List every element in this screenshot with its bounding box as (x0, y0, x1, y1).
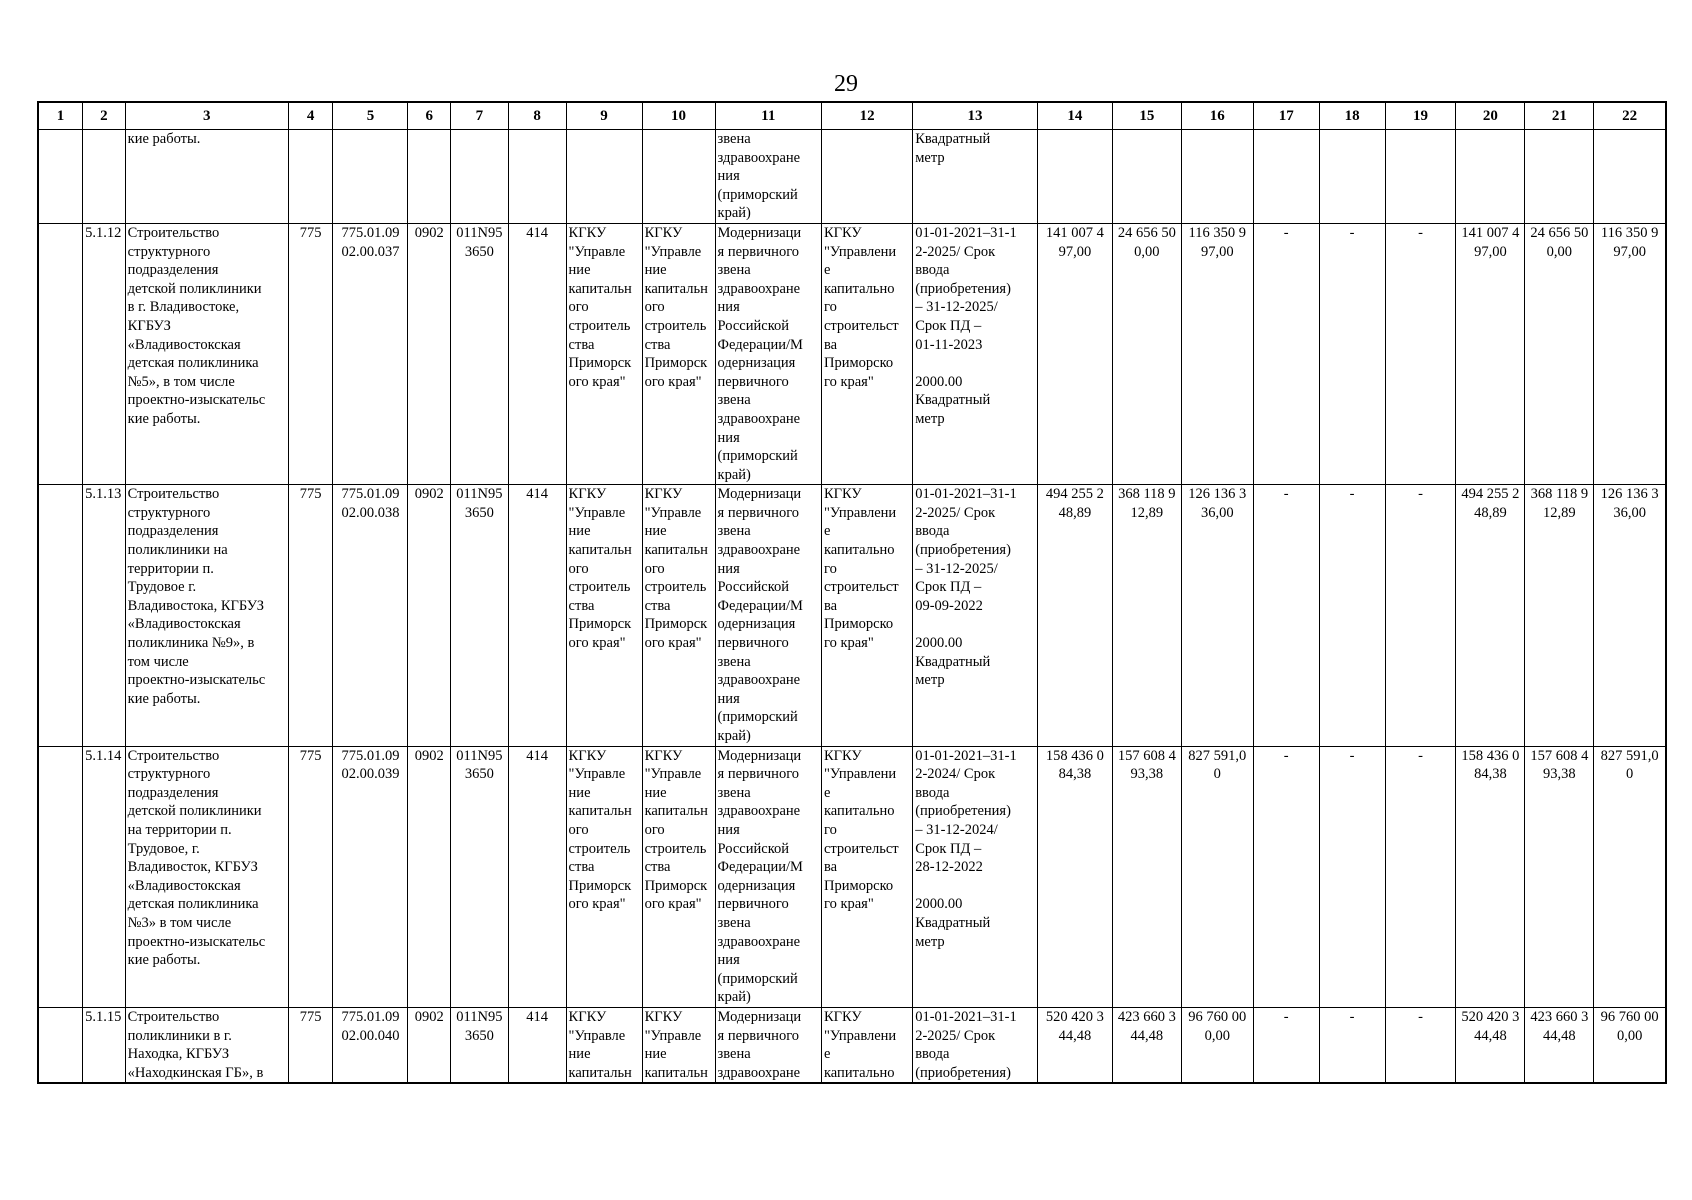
cell-col-16: 827 591,0 0 (1181, 746, 1253, 1007)
cell-col-1 (38, 1007, 83, 1083)
cell-col-12: КГКУ "Управлени е капитально (821, 1007, 912, 1083)
program-table (37, 101, 1667, 1084)
cell-col-15: 157 608 4 93,38 (1112, 746, 1181, 1007)
cell-col-12: КГКУ "Управлени е капитально го строительст ва Приморско го края" (821, 485, 912, 746)
cell-col-16: 126 136 3 36,00 (1181, 485, 1253, 746)
cell-col-6: 0902 (408, 485, 451, 746)
cell-col-10: КГКУ "Управле ние капитальн ого строитель ства Приморск ого края" (642, 485, 715, 746)
cell-col-4 (288, 130, 333, 224)
cell-col-15: 368 118 9 12,89 (1112, 485, 1181, 746)
cell-col-4: 775 (288, 746, 333, 1007)
cell-col-16: 96 760 00 0,00 (1181, 1007, 1253, 1083)
column-header-6: 6 (408, 102, 451, 130)
cell-col-3: Строительство структурного подразделения детской поликлиники в г. Владивостоке, КГБУЗ «Владивостокская детская поликлиника №5», в том числе проектно-изыскательс кие работы. (125, 223, 288, 484)
cell-col-13: 01-01-2021–31-1 2-2024/ Срок ввода (приобретения) – 31-12-2024/ Срок ПД – 28-12-2022 2000.00 Квадратный метр (913, 746, 1038, 1007)
cell-col-5: 775.01.09 02.00.039 (333, 746, 408, 1007)
cell-col-22: 827 591,0 0 (1594, 746, 1666, 1007)
cell-col-1 (38, 223, 83, 484)
page-number: 29 (834, 71, 858, 97)
cell-col-20: 158 436 0 84,38 (1456, 746, 1525, 1007)
cell-col-22 (1594, 130, 1666, 224)
column-header-4: 4 (288, 102, 333, 130)
cell-col-14 (1037, 130, 1112, 224)
cell-col-18: - (1319, 485, 1385, 746)
cell-col-20: 494 255 2 48,89 (1456, 485, 1525, 746)
cell-col-13: 01-01-2021–31-1 2-2025/ Срок ввода (приобретения) – 31-12-2025/ Срок ПД – 09-09-2022 2000.00 Квадратный метр (913, 485, 1038, 746)
cell-col-1 (38, 485, 83, 746)
cell-col-2: 5.1.13 (83, 485, 126, 746)
cell-col-2: 5.1.14 (83, 746, 126, 1007)
cell-col-12: КГКУ "Управлени е капитально го строительст ва Приморско го края" (821, 223, 912, 484)
column-header-21: 21 (1525, 102, 1594, 130)
cell-col-14: 141 007 4 97,00 (1037, 223, 1112, 484)
cell-col-4: 775 (288, 485, 333, 746)
column-header-18: 18 (1319, 102, 1385, 130)
cell-col-1 (38, 130, 83, 224)
cell-col-20 (1456, 130, 1525, 224)
cell-col-11: Модернизаци я первичного звена здравоохране ния Российской Федерации/М одернизация первичного звена здравоохране ния (приморский край) (715, 485, 821, 746)
cell-col-10: КГКУ "Управле ние капитальн ого строитель ства Приморск ого края" (642, 746, 715, 1007)
cell-col-21 (1525, 130, 1594, 224)
cell-col-22: 116 350 9 97,00 (1594, 223, 1666, 484)
cell-col-7: 011N95 3650 (451, 485, 509, 746)
cell-col-17 (1253, 130, 1319, 224)
column-header-19: 19 (1385, 102, 1456, 130)
cell-col-15: 423 660 3 44,48 (1112, 1007, 1181, 1083)
cell-col-6: 0902 (408, 1007, 451, 1083)
cell-col-8: 414 (508, 485, 566, 746)
cell-col-19 (1385, 130, 1456, 224)
table-row (38, 485, 1666, 746)
column-header-9: 9 (566, 102, 642, 130)
cell-col-13: 01-01-2021–31-1 2-2025/ Срок ввода (приобретения) – 31-12-2025/ Срок ПД – 01-11-2023 2000.00 Квадратный метр (913, 223, 1038, 484)
cell-col-5 (333, 130, 408, 224)
cell-col-18: - (1319, 1007, 1385, 1083)
cell-col-20: 520 420 3 44,48 (1456, 1007, 1525, 1083)
cell-col-4: 775 (288, 223, 333, 484)
cell-col-19: - (1385, 746, 1456, 1007)
cell-col-9: КГКУ "Управле ние капитальн ого строитель ства Приморск ого края" (566, 485, 642, 746)
cell-col-7: 011N95 3650 (451, 1007, 509, 1083)
cell-col-3: кие работы. (125, 130, 288, 224)
column-header-11: 11 (715, 102, 821, 130)
cell-col-6: 0902 (408, 223, 451, 484)
column-header-17: 17 (1253, 102, 1319, 130)
cell-col-8: 414 (508, 746, 566, 1007)
cell-col-18 (1319, 130, 1385, 224)
column-header-20: 20 (1456, 102, 1525, 130)
cell-col-21: 368 118 9 12,89 (1525, 485, 1594, 746)
cell-col-6: 0902 (408, 746, 451, 1007)
cell-col-9: КГКУ "Управле ние капитальн ого строитель ства Приморск ого края" (566, 746, 642, 1007)
cell-col-18: - (1319, 746, 1385, 1007)
cell-col-15 (1112, 130, 1181, 224)
cell-col-9: КГКУ "Управле ние капитальн ого строитель ства Приморск ого края" (566, 223, 642, 484)
cell-col-11: Модернизаци я первичного звена здравоохране (715, 1007, 821, 1083)
cell-col-14: 520 420 3 44,48 (1037, 1007, 1112, 1083)
table-row (38, 223, 1666, 484)
cell-col-3: Строительство структурного подразделения детской поликлиники на территории п. Трудовое, г. Владивосток, КГБУЗ «Владивостокская детская поликлиника №3» в том числе проектно-изыскательс кие работы. (125, 746, 288, 1007)
cell-col-12: КГКУ "Управлени е капитально го строительст ва Приморско го края" (821, 746, 912, 1007)
cell-col-3: Строительство поликлиники в г. Находка, КГБУЗ «Находкинская ГБ», в (125, 1007, 288, 1083)
cell-col-16: 116 350 9 97,00 (1181, 223, 1253, 484)
header-row (38, 102, 1666, 130)
cell-col-5: 775.01.09 02.00.040 (333, 1007, 408, 1083)
cell-col-20: 141 007 4 97,00 (1456, 223, 1525, 484)
cell-col-21: 157 608 4 93,38 (1525, 746, 1594, 1007)
column-header-8: 8 (508, 102, 566, 130)
column-header-16: 16 (1181, 102, 1253, 130)
cell-col-14: 158 436 0 84,38 (1037, 746, 1112, 1007)
column-header-15: 15 (1112, 102, 1181, 130)
cell-col-17: - (1253, 223, 1319, 484)
column-header-5: 5 (333, 102, 408, 130)
cell-col-5: 775.01.09 02.00.038 (333, 485, 408, 746)
cell-col-10: КГКУ "Управле ние капитальн ого строитель ства Приморск ого края" (642, 223, 715, 484)
cell-col-22: 96 760 00 0,00 (1594, 1007, 1666, 1083)
cell-col-21: 24 656 50 0,00 (1525, 223, 1594, 484)
cell-col-21: 423 660 3 44,48 (1525, 1007, 1594, 1083)
column-header-22: 22 (1594, 102, 1666, 130)
cell-col-17: - (1253, 485, 1319, 746)
cell-col-4: 775 (288, 1007, 333, 1083)
column-header-13: 13 (913, 102, 1038, 130)
cell-col-18: - (1319, 223, 1385, 484)
column-header-2: 2 (83, 102, 126, 130)
column-header-7: 7 (451, 102, 509, 130)
cell-col-1 (38, 746, 83, 1007)
cell-col-9: КГКУ "Управле ние капитальн (566, 1007, 642, 1083)
cell-col-7: 011N95 3650 (451, 223, 509, 484)
cell-col-9 (566, 130, 642, 224)
cell-col-7 (451, 130, 509, 224)
cell-col-3: Строительство структурного подразделения поликлиники на территории п. Трудовое г. Владивостока, КГБУЗ «Владивостокская поликлиника №9», в том числе проектно-изыскательс кие работы. (125, 485, 288, 746)
cell-col-16 (1181, 130, 1253, 224)
column-header-12: 12 (821, 102, 912, 130)
cell-col-2: 5.1.15 (83, 1007, 126, 1083)
cell-col-19: - (1385, 223, 1456, 484)
cell-col-13: Квадратный метр (913, 130, 1038, 224)
cell-col-11: Модернизаци я первичного звена здравоохране ния Российской Федерации/М одернизация первичного звена здравоохране ния (приморский край) (715, 746, 821, 1007)
cell-col-8: 414 (508, 1007, 566, 1083)
cell-col-14: 494 255 2 48,89 (1037, 485, 1112, 746)
column-header-3: 3 (125, 102, 288, 130)
table-row (38, 1007, 1666, 1083)
column-header-10: 10 (642, 102, 715, 130)
cell-col-2: 5.1.12 (83, 223, 126, 484)
cell-col-5: 775.01.09 02.00.037 (333, 223, 408, 484)
table-row (38, 746, 1666, 1007)
cell-col-22: 126 136 3 36,00 (1594, 485, 1666, 746)
cell-col-19: - (1385, 1007, 1456, 1083)
cell-col-8: 414 (508, 223, 566, 484)
cell-col-12 (821, 130, 912, 224)
cell-col-17: - (1253, 746, 1319, 1007)
cell-col-2 (83, 130, 126, 224)
cell-col-7: 011N95 3650 (451, 746, 509, 1007)
table-row (38, 130, 1666, 224)
cell-col-11: звена здравоохране ния (приморский край) (715, 130, 821, 224)
cell-col-10 (642, 130, 715, 224)
cell-col-8 (508, 130, 566, 224)
cell-col-6 (408, 130, 451, 224)
cell-col-10: КГКУ "Управле ние капитальн (642, 1007, 715, 1083)
cell-col-11: Модернизаци я первичного звена здравоохране ния Российской Федерации/М одернизация первичного звена здравоохране ния (приморский край) (715, 223, 821, 484)
cell-col-19: - (1385, 485, 1456, 746)
column-header-14: 14 (1037, 102, 1112, 130)
cell-col-15: 24 656 50 0,00 (1112, 223, 1181, 484)
cell-col-13: 01-01-2021–31-1 2-2025/ Срок ввода (приобретения) (913, 1007, 1038, 1083)
column-header-1: 1 (38, 102, 83, 130)
cell-col-17: - (1253, 1007, 1319, 1083)
